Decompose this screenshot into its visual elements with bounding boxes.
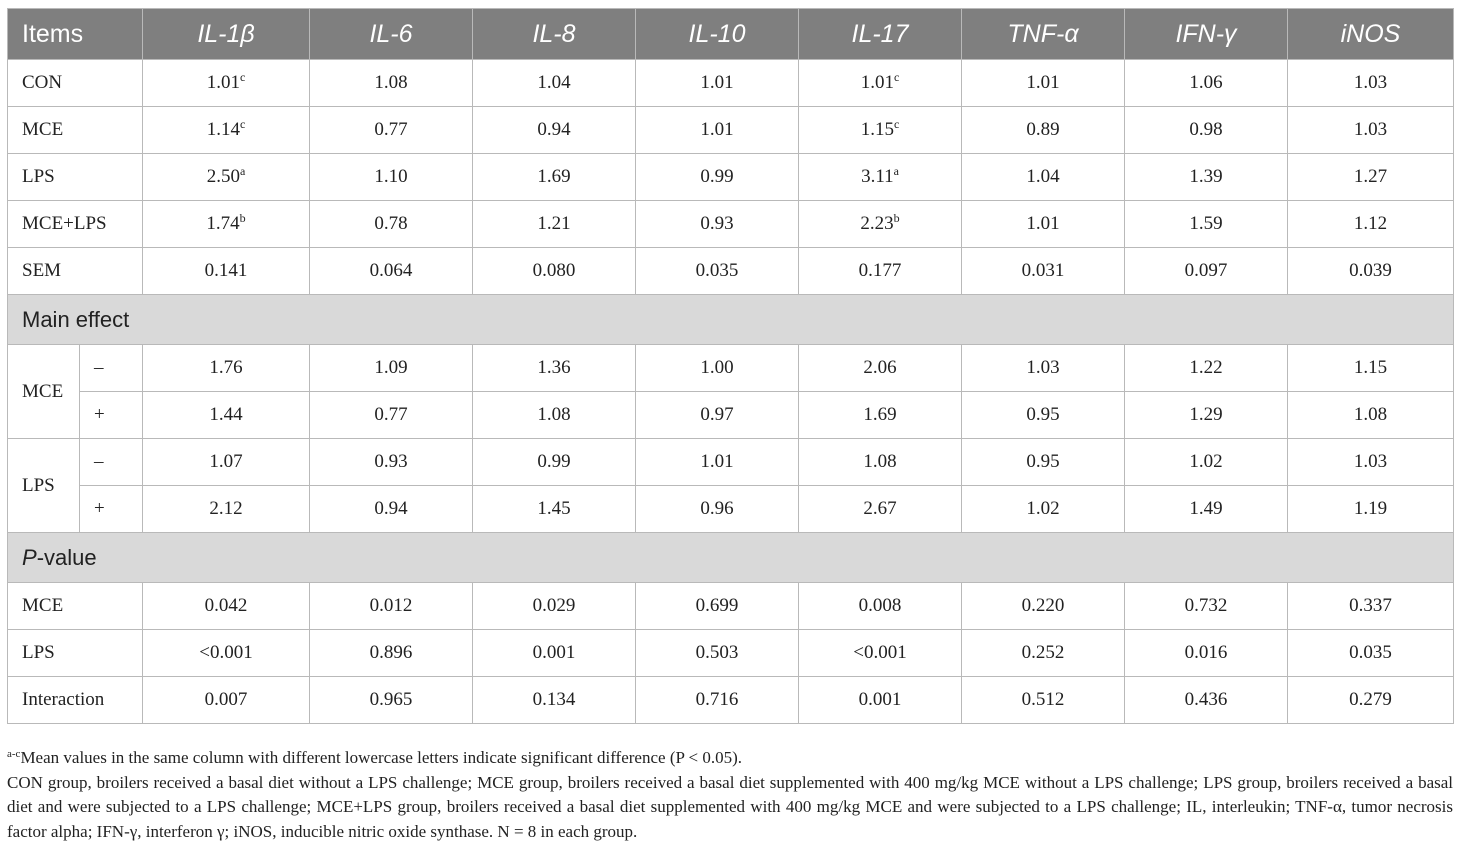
cell-value: 1.06: [1189, 72, 1223, 93]
cell-value: 2.50: [206, 166, 240, 187]
table-cell: 1.29: [1125, 392, 1288, 439]
table-footnotes: [7, 746, 1453, 844]
table-cell: [799, 154, 962, 201]
table-cell: 1.22: [1125, 345, 1288, 392]
table-cell: <0.001: [799, 630, 962, 677]
cell-value: 1.12: [1353, 213, 1388, 234]
significance-letter: b: [893, 211, 900, 225]
cell-value: 0.080: [532, 260, 576, 281]
table-cell: 1.49: [1125, 486, 1288, 533]
cell-value: 1.03: [1353, 119, 1388, 140]
table-cell: 2.67: [799, 486, 962, 533]
header-il10: IL-10: [636, 9, 799, 60]
header-il6: IL-6: [310, 9, 473, 60]
cell-value: 1.01: [1026, 213, 1060, 234]
table-cell: 1.15: [1288, 345, 1454, 392]
table-cell: 1.02: [962, 486, 1125, 533]
table-cell: 0.77: [310, 392, 473, 439]
results-table: [7, 8, 1454, 724]
table-cell: 0.965: [310, 677, 473, 724]
table-cell: [1125, 154, 1288, 201]
significance-letter: a: [893, 164, 899, 178]
table-cell: [1125, 60, 1288, 107]
table-cell: 0.252: [962, 630, 1125, 677]
table-cell: 0.716: [636, 677, 799, 724]
table-cell: 2.12: [143, 486, 310, 533]
table-cell: [473, 60, 636, 107]
table-cell: [636, 201, 799, 248]
table-cell: [310, 154, 473, 201]
section-title: [8, 533, 1454, 583]
table-cell: 1.08: [1288, 392, 1454, 439]
results-table-container: [7, 8, 1453, 724]
table-cell: 1.03: [962, 345, 1125, 392]
header-items: Items: [8, 9, 143, 60]
table-cell: 0.042: [143, 583, 310, 630]
cell-value: 0.89: [1026, 119, 1060, 140]
cell-value: 1.15: [860, 119, 894, 140]
row-label: MCE: [8, 583, 143, 630]
table-row: [8, 107, 1454, 154]
footnote-superscript: a-c: [7, 748, 21, 760]
table-cell: [310, 107, 473, 154]
header-row: [8, 9, 1454, 60]
table-cell: [962, 201, 1125, 248]
header-il17: IL-17: [799, 9, 962, 60]
table-cell: [310, 248, 473, 295]
table-cell: [473, 201, 636, 248]
table-cell: 0.95: [962, 392, 1125, 439]
table-cell: [143, 107, 310, 154]
cell-value: 0.064: [369, 260, 413, 281]
table-row: [8, 630, 1454, 677]
table-cell: 0.007: [143, 677, 310, 724]
cell-value: 1.74: [206, 213, 240, 234]
cell-value: 0.78: [374, 213, 408, 234]
section-title-rest: -value: [36, 544, 97, 570]
row-label: MCE+LPS: [8, 201, 143, 248]
footnote-abbreviations: CON group, broilers received a basal diet without a LPS challenge; MCE group, broilers received a basal diet supplemented with 400 mg/kg MCE without a LPS challenge; LPS group, broilers received a basal diet and were subjected to a LPS challenge; MCE+LPS group, broilers received a basal diet supplemented with 400 mg/kg MCE and were subjected to a LPS challenge; IL, interleukin; TNF-α, tumor necrosis factor alpha; IFN-γ, interferon γ; iNOS, inducible nitric oxide synthase. N = 8 in each group.: [7, 772, 1453, 841]
table-cell: 0.008: [799, 583, 962, 630]
level-sign: +: [80, 392, 143, 439]
header-inos: iNOS: [1288, 9, 1454, 60]
significance-letter: c: [893, 117, 900, 131]
cell-value: 1.04: [1026, 166, 1060, 187]
cell-value: 0.141: [204, 260, 248, 281]
table-cell: 0.001: [473, 630, 636, 677]
table-cell: [636, 107, 799, 154]
table-cell: 1.03: [1288, 439, 1454, 486]
cell-value: 0.097: [1184, 260, 1228, 281]
significance-letter: c: [239, 117, 246, 131]
table-cell: [1125, 201, 1288, 248]
table-cell: 1.44: [143, 392, 310, 439]
section-row-p-value: [8, 533, 1454, 583]
table-cell: 1.02: [1125, 439, 1288, 486]
level-sign: –: [80, 345, 143, 392]
cell-value: 1.08: [374, 72, 408, 93]
table-cell: 1.45: [473, 486, 636, 533]
table-cell: [962, 248, 1125, 295]
cell-value: 1.10: [374, 166, 408, 187]
table-row: [8, 439, 1454, 486]
header-ifng: IFN-γ: [1125, 9, 1288, 60]
table-body: [8, 60, 1454, 724]
cell-value: 0.93: [700, 213, 734, 234]
cell-value: 1.59: [1189, 213, 1223, 234]
table-cell: 0.503: [636, 630, 799, 677]
row-label: LPS: [8, 630, 143, 677]
header-il8: IL-8: [473, 9, 636, 60]
row-label: Interaction: [8, 677, 143, 724]
cell-value: 1.01: [700, 72, 734, 93]
table-cell: 0.337: [1288, 583, 1454, 630]
cell-value: 1.03: [1353, 72, 1388, 93]
table-cell: 0.016: [1125, 630, 1288, 677]
table-cell: 1.00: [636, 345, 799, 392]
table-cell: 1.19: [1288, 486, 1454, 533]
table-cell: [962, 154, 1125, 201]
level-sign: –: [80, 439, 143, 486]
table-cell: [636, 60, 799, 107]
table-cell: 0.97: [636, 392, 799, 439]
cell-value: 1.69: [537, 166, 571, 187]
table-cell: [799, 107, 962, 154]
table-cell: 0.029: [473, 583, 636, 630]
table-row: [8, 486, 1454, 533]
table-row: [8, 583, 1454, 630]
table-row: [8, 154, 1454, 201]
table-cell: [1125, 248, 1288, 295]
table-cell: 0.699: [636, 583, 799, 630]
cell-value: 1.39: [1189, 166, 1223, 187]
table-cell: 0.035: [1288, 630, 1454, 677]
table-cell: 1.36: [473, 345, 636, 392]
table-cell: 0.220: [962, 583, 1125, 630]
table-cell: [1288, 154, 1454, 201]
table-row: [8, 201, 1454, 248]
table-cell: [310, 60, 473, 107]
cell-value: 1.01: [206, 72, 240, 93]
table-cell: 0.279: [1288, 677, 1454, 724]
table-cell: [1288, 60, 1454, 107]
table-cell: 0.99: [473, 439, 636, 486]
table-cell: 1.08: [473, 392, 636, 439]
table-cell: 1.07: [143, 439, 310, 486]
cell-value: 0.035: [695, 260, 739, 281]
table-cell: 1.76: [143, 345, 310, 392]
table-cell: 1.08: [799, 439, 962, 486]
table-row: [8, 60, 1454, 107]
table-cell: [473, 248, 636, 295]
cell-value: 0.177: [858, 260, 902, 281]
table-row: [8, 248, 1454, 295]
cell-value: 0.98: [1189, 119, 1223, 140]
table-cell: [636, 248, 799, 295]
significance-letter: c: [239, 70, 246, 84]
row-label: MCE: [8, 107, 143, 154]
table-cell: 1.01: [636, 439, 799, 486]
section-row-main-effect: [8, 295, 1454, 345]
cell-value: 0.77: [374, 119, 408, 140]
table-cell: 0.95: [962, 439, 1125, 486]
table-cell: [143, 60, 310, 107]
section-title: Main effect: [8, 295, 1454, 345]
cell-value: 1.14: [206, 119, 240, 140]
table-row: [8, 392, 1454, 439]
table-cell: 1.09: [310, 345, 473, 392]
table-cell: [1125, 107, 1288, 154]
level-sign: +: [80, 486, 143, 533]
section-title-italic: P: [22, 544, 37, 570]
table-cell: [310, 201, 473, 248]
table-cell: 0.96: [636, 486, 799, 533]
table-cell: 2.06: [799, 345, 962, 392]
cell-value: 0.031: [1021, 260, 1065, 281]
table-cell: 0.436: [1125, 677, 1288, 724]
table-cell: [1288, 201, 1454, 248]
cell-value: 1.04: [537, 72, 571, 93]
table-cell: [1288, 107, 1454, 154]
table-cell: [473, 154, 636, 201]
cell-value: 1.27: [1353, 166, 1388, 187]
significance-letter: c: [893, 70, 900, 84]
significance-letter: a: [239, 164, 246, 178]
cell-value: 1.01: [860, 72, 894, 93]
header-tnfa: TNF-α: [962, 9, 1125, 60]
table-cell: 0.134: [473, 677, 636, 724]
factor-label: MCE: [8, 345, 80, 439]
header-il1b: IL-1β: [143, 9, 310, 60]
table-cell: [1288, 248, 1454, 295]
table-cell: [962, 107, 1125, 154]
table-cell: [636, 154, 799, 201]
table-cell: [962, 60, 1125, 107]
table-cell: 1.69: [799, 392, 962, 439]
row-label: CON: [8, 60, 143, 107]
cell-value: 2.23: [860, 213, 894, 234]
cell-value: 0.94: [537, 119, 571, 140]
footnote-significance: [7, 746, 1453, 771]
table-cell: 0.512: [962, 677, 1125, 724]
table-cell: 0.012: [310, 583, 473, 630]
significance-letter: b: [239, 211, 246, 225]
footnote-significance-text: Mean values in the same column with different lowercase letters indicate significant difference (P < 0.05).: [20, 748, 743, 767]
table-cell: <0.001: [143, 630, 310, 677]
table-cell: [473, 107, 636, 154]
cell-value: 1.01: [1026, 72, 1060, 93]
table-cell: 0.732: [1125, 583, 1288, 630]
factor-label: LPS: [8, 439, 80, 533]
cell-value: 1.21: [537, 213, 571, 234]
cell-value: 0.99: [700, 166, 734, 187]
table-cell: 0.93: [310, 439, 473, 486]
row-label: SEM: [8, 248, 143, 295]
table-cell: 0.001: [799, 677, 962, 724]
table-row: [8, 345, 1454, 392]
table-cell: [143, 154, 310, 201]
table-cell: [799, 248, 962, 295]
table-row: [8, 677, 1454, 724]
table-cell: [799, 201, 962, 248]
cell-value: 3.11: [861, 166, 894, 187]
table-cell: 0.94: [310, 486, 473, 533]
row-label: LPS: [8, 154, 143, 201]
table-cell: [799, 60, 962, 107]
table-cell: 0.896: [310, 630, 473, 677]
table-cell: [143, 201, 310, 248]
cell-value: 1.01: [700, 119, 734, 140]
cell-value: 0.039: [1349, 260, 1392, 281]
table-cell: [143, 248, 310, 295]
